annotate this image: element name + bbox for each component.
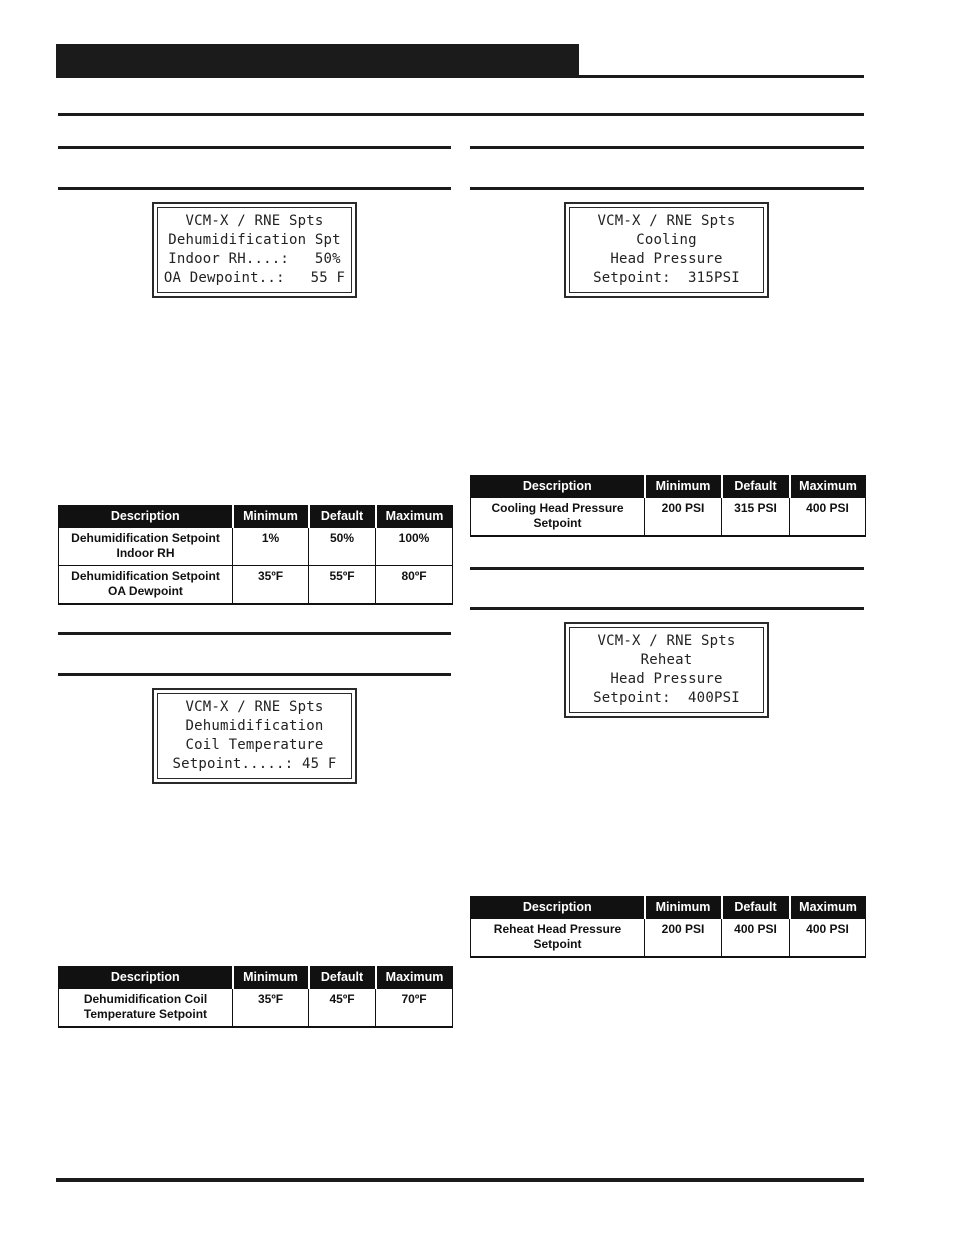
cell-description: Dehumidification Coil Temperature Setpoint bbox=[59, 989, 233, 1028]
cell-default: 315 PSI bbox=[722, 498, 790, 537]
lcd-line: Coil Temperature bbox=[185, 737, 324, 753]
lcd-line: Head Pressure bbox=[610, 251, 723, 267]
table-row bbox=[471, 919, 866, 958]
col-header-minimum: Minimum bbox=[645, 475, 722, 498]
lcd-line: Reheat bbox=[640, 652, 693, 668]
cell-description: Dehumidification Setpoint OA Dewpoint bbox=[59, 566, 233, 605]
col-header-default: Default bbox=[722, 896, 790, 919]
col-header-default: Default bbox=[722, 475, 790, 498]
table-row bbox=[59, 989, 453, 1028]
cell-description: Cooling Head Pressure Setpoint bbox=[471, 498, 645, 537]
right-heading-rule-bottom bbox=[470, 187, 864, 190]
lcd-line: VCM-X / RNE Spts bbox=[597, 633, 736, 649]
col-header-minimum: Minimum bbox=[233, 505, 309, 528]
col-header-default: Default bbox=[309, 966, 376, 989]
col-header-minimum: Minimum bbox=[233, 966, 309, 989]
cell-default: 55ºF bbox=[309, 566, 376, 605]
dehumidification-setpoint-table bbox=[58, 505, 453, 605]
left-heading-2-rule-top bbox=[58, 632, 451, 635]
col-header-default: Default bbox=[309, 505, 376, 528]
footer-rule bbox=[56, 1178, 864, 1182]
lcd-line: Setpoint.....: 45 F bbox=[172, 756, 337, 772]
section-rule bbox=[58, 113, 864, 116]
cell-minimum: 200 PSI bbox=[645, 919, 722, 958]
cell-default: 50% bbox=[309, 528, 376, 566]
col-header-maximum: Maximum bbox=[376, 966, 453, 989]
col-header-description: Description bbox=[59, 505, 233, 528]
lcd-line: Setpoint: 400PSI bbox=[593, 690, 740, 706]
lcd-screen-dehumidification-spt bbox=[152, 202, 357, 298]
cell-minimum: 35ºF bbox=[233, 566, 309, 605]
col-header-description: Description bbox=[471, 475, 645, 498]
lcd-line: Cooling bbox=[636, 232, 697, 248]
cell-default: 45ºF bbox=[309, 989, 376, 1028]
left-heading-2-rule-bottom bbox=[58, 673, 451, 676]
lcd-line: Setpoint: 315PSI bbox=[593, 270, 740, 286]
col-header-maximum: Maximum bbox=[376, 505, 453, 528]
right-heading-2-rule-top bbox=[470, 567, 864, 570]
lcd-line: Dehumidification Spt bbox=[168, 232, 341, 248]
cell-description: Reheat Head Pressure Setpoint bbox=[471, 919, 645, 958]
header-bar bbox=[56, 44, 579, 78]
cell-description: Dehumidification Setpoint Indoor RH bbox=[59, 528, 233, 566]
right-heading-2-rule-bottom bbox=[470, 607, 864, 610]
coil-temperature-setpoint-table bbox=[58, 966, 453, 1028]
header-rule bbox=[56, 75, 864, 78]
cell-minimum: 200 PSI bbox=[645, 498, 722, 537]
col-header-description: Description bbox=[59, 966, 233, 989]
left-heading-rule-top bbox=[58, 146, 451, 149]
lcd-screen-reheat-head-pressure bbox=[564, 622, 769, 718]
cell-maximum: 400 PSI bbox=[790, 919, 866, 958]
lcd-line: VCM-X / RNE Spts bbox=[597, 213, 736, 229]
cell-maximum: 400 PSI bbox=[790, 498, 866, 537]
cell-maximum: 100% bbox=[376, 528, 453, 566]
col-header-description: Description bbox=[471, 896, 645, 919]
left-heading-rule-bottom bbox=[58, 187, 451, 190]
col-header-minimum: Minimum bbox=[645, 896, 722, 919]
col-header-maximum: Maximum bbox=[790, 896, 866, 919]
lcd-screen-coil-temperature bbox=[152, 688, 357, 784]
lcd-line: Dehumidification bbox=[185, 718, 324, 734]
cell-maximum: 80ºF bbox=[376, 566, 453, 605]
cell-minimum: 1% bbox=[233, 528, 309, 566]
table-row bbox=[471, 498, 866, 537]
lcd-line: Head Pressure bbox=[610, 671, 723, 687]
lcd-line: OA Dewpoint..: 55 F bbox=[163, 270, 346, 286]
cooling-head-pressure-table bbox=[470, 475, 866, 537]
reheat-head-pressure-table bbox=[470, 896, 866, 958]
lcd-line: VCM-X / RNE Spts bbox=[185, 699, 324, 715]
cell-minimum: 35ºF bbox=[233, 989, 309, 1028]
lcd-line: VCM-X / RNE Spts bbox=[185, 213, 324, 229]
cell-default: 400 PSI bbox=[722, 919, 790, 958]
right-heading-rule-top bbox=[470, 146, 864, 149]
cell-maximum: 70ºF bbox=[376, 989, 453, 1028]
table-row bbox=[59, 566, 453, 605]
table-row bbox=[59, 528, 453, 566]
lcd-line: Indoor RH....: 50% bbox=[168, 251, 341, 267]
lcd-screen-cooling-head-pressure bbox=[564, 202, 769, 298]
col-header-maximum: Maximum bbox=[790, 475, 866, 498]
